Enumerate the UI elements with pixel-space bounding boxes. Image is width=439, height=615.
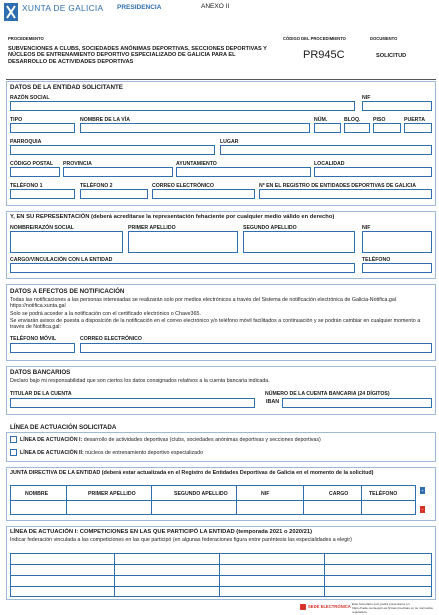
puerta-label: PUERTA — [404, 117, 425, 123]
board-col-tel: TELÉFONO — [369, 491, 398, 497]
board-title: JUNTA DIRECTIVA DE LA ENTIDAD (deberá estar actualizada en el Registro de Entidades Deportivas de Galicia en el momento de la solicitud) — [10, 470, 374, 476]
board-col-ape1: PRIMER APELLIDO — [88, 491, 136, 497]
via-field[interactable] — [80, 123, 310, 133]
bank-title: DATOS BANCARIOS — [10, 369, 71, 376]
entity-nif-label: NIF — [362, 95, 371, 101]
board-col-nombre: NOMBRE — [25, 491, 49, 497]
col-doc-label: DOCUMENTO — [370, 36, 398, 41]
rep-nif-field[interactable] — [362, 231, 432, 253]
registro-field[interactable] — [259, 189, 432, 199]
entity-title: DATOS DE LA ENTIDAD SOLICITANTE — [10, 84, 123, 91]
xunta-logo-mark — [4, 3, 18, 21]
rep-ape2-field[interactable] — [243, 231, 355, 253]
rep-nombre-label: NOMBRE/RAZÓN SOCIAL — [10, 225, 74, 231]
iban-label: IBAN — [266, 399, 280, 405]
remove-row-icon[interactable]: − — [421, 507, 424, 512]
notif-title: DATOS A EFECTOS DE NOTIFICACIÓN — [10, 288, 125, 295]
department: PRESIDENCIA — [117, 4, 162, 11]
notif-text-1: Todas las notificaciones a las personas interesadas se realizarán solo por medios electrónicos a través del Sistema de notificación electrónica de Galicia-Notifica.gal https://notifica.xunta.gal — [10, 297, 396, 310]
xunta-logo — [4, 3, 18, 21]
rep-ape1-label: PRIMER APELLIDO — [128, 225, 176, 231]
sede-icon — [300, 604, 306, 610]
piso-field[interactable] — [373, 123, 401, 133]
tel1-label: TELÉFONO 1 — [10, 183, 43, 189]
cp-label: CÓDIGO POSTAL — [10, 161, 54, 167]
provincia-label: PROVINCIA — [63, 161, 92, 167]
email-field[interactable] — [152, 189, 255, 199]
annex-label: ANEXO II — [201, 3, 230, 10]
piso-label: PISO — [373, 117, 386, 123]
rep-nombre-field[interactable] — [10, 231, 123, 253]
bloq-field[interactable] — [344, 123, 370, 133]
rep-ape1-field[interactable] — [128, 231, 238, 253]
tel2-label: TELÉFONO 2 — [80, 183, 113, 189]
notif-text-3: Se enviarán avisos de puesta a disposición de la notificación en el correo electrónico y/o teléfono móvil facilitados a continuación y se podrán cambiar en cualquier momento a través de Notifica.gal: — [10, 318, 421, 331]
parroquia-field[interactable] — [10, 145, 215, 155]
comp-title: LÍNEA DE ACTUACIÓN I: COMPETICIONES EN LAS QUE PARTICIPÓ LA ENTIDAD (temporada 2021 o 2020/21) — [10, 529, 313, 535]
titular-label: TITULAR DE LA CUENTA — [10, 391, 72, 397]
tipo-label: TIPO — [10, 117, 23, 123]
rep-tel-field[interactable] — [362, 263, 432, 273]
notif-email-field[interactable] — [80, 343, 432, 353]
board-col-dividers — [11, 486, 415, 514]
line1-label: LÍNEA DE ACTUACIÓN I: — [20, 437, 83, 443]
notif-text-2: Solo se podrá acceder a la notificación con el certificado electrónico o Chave365. — [10, 311, 201, 317]
ayuntamiento-label: AYUNTAMIENTO — [176, 161, 217, 167]
num-label: NÚM. — [314, 117, 328, 123]
rep-tel-label: TELÉFONO — [362, 257, 391, 263]
lugar-field[interactable] — [220, 145, 432, 155]
col-procedure-label: PROCEDEMENTO — [8, 36, 44, 41]
add-row-icon[interactable]: + — [421, 488, 424, 493]
num-field[interactable] — [314, 123, 341, 133]
line2-text — [20, 450, 203, 456]
tel2-field[interactable] — [80, 189, 148, 199]
notif-tel-field[interactable] — [10, 343, 75, 353]
parroquia-label: PARROQUIA — [10, 139, 42, 145]
col-code-label: CÓDIGO DEL PROCEDIMIENTO — [283, 36, 346, 41]
line2-desc: núcleos de entrenamiento deportivo especializado — [83, 450, 204, 456]
ayuntamiento-field[interactable] — [176, 167, 311, 177]
board-col-nif: NIF — [261, 491, 270, 497]
entity-nif-field[interactable] — [362, 101, 432, 111]
sede-label: SEDE ELECTRÓNICA — [308, 604, 351, 609]
notif-email-label: CORREO ELECTRÓNICO — [80, 336, 142, 342]
line1-checkbox[interactable] — [10, 436, 17, 443]
lugar-label: LUGAR — [220, 139, 239, 145]
tipo-field[interactable] — [10, 123, 75, 133]
razon-social-label: RAZÓN SOCIAL — [10, 95, 50, 101]
lines-title: LÍNEA DE ACTUACIÓN SOLICITADA — [10, 424, 117, 431]
line2-checkbox[interactable] — [10, 449, 17, 456]
rep-title: Y, EN SU REPRESENTACIÓN (deberá acreditarse la representación fehaciente por cualquier medio válido en derecho) — [10, 214, 335, 220]
titular-field[interactable] — [10, 398, 255, 408]
notif-tel-label: TELÉFONO MÓVIL — [10, 336, 57, 342]
localidad-label: LOCALIDAD — [314, 161, 345, 167]
comp-grid-lines — [10, 553, 432, 597]
board-col-cargo: CARGO — [329, 491, 349, 497]
line1-text — [20, 437, 321, 443]
bank-intro: Declaro bajo mi responsabilidad que son ciertos los datos consignados relativos a la cuenta bancaria indicada. — [10, 378, 270, 384]
line1-desc: desarrollo de actividades deportivas (clubs, sociedades anónimas deportivas y secciones deportivas) — [82, 437, 321, 443]
line2-label: LÍNEA DE ACTUACIÓN II: — [20, 450, 84, 456]
rep-cargo-label: CARGO/VINCULACIÓN CON LA ENTIDAD — [10, 257, 113, 263]
provincia-field[interactable] — [63, 167, 173, 177]
email-label: CORREO ELECTRÓNICO — [152, 183, 214, 189]
cp-field[interactable] — [10, 167, 60, 177]
bloq-label: BLOQ. — [344, 117, 361, 123]
procedure-title: SUBVENCIONES A CLUBS, SOCIEDADES ANÓNIMAS DEPORTIVAS, SECCIONES DEPORTIVAS Y NÚCLEOS DE ENTRENAMIENTO DEPORTIVO ESPECIALIZADO DE GALICIA PARA EL DESARROLLO DE ACTIVIDADES DEPORTIVAS — [8, 46, 267, 65]
org-name: XUNTA DE GALICIA — [22, 3, 104, 13]
rep-ape2-label: SEGUNDO APELLIDO — [243, 225, 297, 231]
board-col-ape2: SEGUNDO APELLIDO — [174, 491, 228, 497]
localidad-field[interactable] — [314, 167, 432, 177]
procedure-code: PR945C — [303, 49, 345, 61]
comp-text: Indicar federación vinculada a las competiciones en las que participó (en algunas federaciones figura entre paréntesis las especialidades a elegir) — [10, 537, 352, 543]
via-label: NOMBRE DE LA VÍA — [80, 117, 130, 123]
puerta-field[interactable] — [404, 123, 432, 133]
tel1-field[interactable] — [10, 189, 75, 199]
cuenta-label: NÚMERO DE LA CUENTA BANCARIA (24 DÍGITOS) — [265, 391, 390, 397]
registro-label: Nº EN EL REGISTRO DE ENTIDADES DEPORTIVAS DE GALICIA — [259, 183, 417, 189]
board-table — [10, 485, 416, 515]
iban-field[interactable] — [282, 398, 432, 408]
footer-text: Este formulario solo podrá presentarse en https://sede.xunta.gal Las firmas previstas en su normativa reguladora — [352, 602, 433, 614]
rep-cargo-field[interactable] — [10, 263, 355, 273]
razon-social-field[interactable] — [10, 101, 355, 111]
document-type: SOLICITUD — [376, 53, 407, 59]
rep-nif-label: NIF — [362, 225, 371, 231]
